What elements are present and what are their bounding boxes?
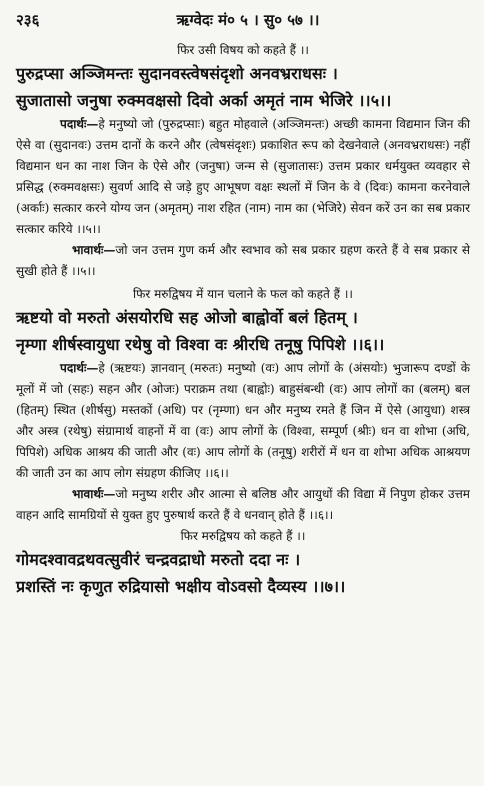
verse-line: प्रशस्तिं नः कृणुत रुद्रियासो भक्षीय वोऽवसो दैव्यस्य ।।७।। <box>16 577 346 596</box>
section-intro: फिर मरुद्विषय में यान चलाने के फल को कहते हैं ।। <box>133 287 353 301</box>
mantra-section <box>16 526 470 600</box>
bhavartha-paragraph <box>16 240 470 282</box>
padartha-paragraph <box>16 114 470 240</box>
bhavartha-label: भावार्थः— <box>72 243 116 257</box>
page-number: २३६ <box>16 11 40 29</box>
verse-line: सुजातासो जनुषा रुक्मवक्षसो दिवो अर्का अमृतं नाम भेजिरे ।।५।। <box>16 91 392 110</box>
padartha-paragraph <box>16 358 470 484</box>
bhavartha-paragraph <box>16 484 470 526</box>
verse-line: नृम्णा शीर्षस्वायुधा रथेषु वो विश्वा वः श्रीरधि तनूषु पिपिशे ।।६।। <box>16 335 385 354</box>
bhavartha-label: भावार्थः— <box>72 487 116 501</box>
page-header <box>16 10 470 40</box>
bhavartha-text: जो मनुष्य शरीर और आत्मा से बलिष्ठ और आयुधों की विद्या में निपुण होकर उत्तम वाहन आदि सामग्रियों से युक्त हुए पुरुषार्थ करते हैं वे धनवान् होते हैं ।।६।। <box>16 487 470 522</box>
mantra-section <box>16 284 470 526</box>
section-intro: फिर उसी विषय को कहते हैं ।। <box>177 43 309 57</box>
padartha-label: पदार्थः— <box>60 361 99 375</box>
mantra-section <box>16 40 470 282</box>
padartha-text: हे मनुष्यो जो (पुरुद्रप्साः) बहुत मोहवाले (अञ्जिमन्तः) अच्छी कामना विद्यमान जिन की ऐसे वा (सुदानवः) उत्तम दानों के करने और (त्वेषसंदृशः) प्रकाशित रूप को देखनेवाले (अनवभ्रराधसः) नहीं विद्यमान धन का नाश जिन के ऐसे और (जनुषा) जन्म से (सुजातासः) उत्तम प्रकार धर्मयुक्त व्यवहार से प्रसिद्ध (रुक्मवक्षसः) सुवर्ण आदि से जड़े हुए आभूषण वक्षः स्थलों में जिन के वे (दिवः) कामना करनेवाले (अर्काः) सत्कार करने योग्य जन (अमृतम्) नाश रहित (नाम) नाम का (भेजिरे) सेवन करें उन का सब प्रकार सत्कार करिये ।।५।। <box>16 117 470 236</box>
padartha-label: पदार्थः— <box>60 117 99 131</box>
verse-line: पुरुद्रप्सा अञ्जिमन्तः सुदानवस्त्वेषसंदृशो अनवभ्रराधसः । <box>16 64 338 83</box>
section-intro: फिर मरुद्विषय को कहते हैं ।। <box>180 529 306 543</box>
verse-line: गोमदश्वावद्रथवत्सुवीरं चन्द्रवद्राधो मरुतो ददा नः । <box>16 550 301 569</box>
padartha-text: हे (ऋष्टयः) ज्ञानवान् (मरुतः) मनुष्यो (वः) आप लोगों के (अंसयोः) भुजारूप दण्डों के मूलों में जो (सहः) सहन और (ओजः) पराक्रम तथा (बाह्वोः) बाहुसंबन्धी (वः) आप लोगों का (बलम्) बल (हितम्) स्थित (शीर्षसु) मस्तकों (अधि) पर (नृम्णा) धन और मनुष्य रमते हैं जिन में ऐसे (आयुधा) शस्त्र और अस्त्र (रथेषु) संग्रामार्थ वाहनों में वा (वः) आप लोगों के (विश्वा, सम्पूर्ण (श्रीः) धन वा शोभा (अधि, पिपिशे) अधिक आश्रय की जाती और (वः) आप लोगों के (तनूषु) शरीरों में धन वा शोभा अधिक आश्रयण की जाती उन का आप लोग संग्रहण कीजिए ।।६।। <box>16 361 470 480</box>
verse-line: ऋष्टयो वो मरुतो अंसयोरधि सह ओजो बाह्वोर्वो बलं हितम् । <box>16 308 358 327</box>
bhavartha-text: जो जन उत्तम गुण कर्म और स्वभाव को सब प्रकार ग्रहण करते हैं वे सब प्रकार से सुखी होते हैं ।।५।। <box>16 243 470 278</box>
running-head: ऋग्वेदः मं० ५ । सु० ५७ ।। <box>176 11 320 29</box>
